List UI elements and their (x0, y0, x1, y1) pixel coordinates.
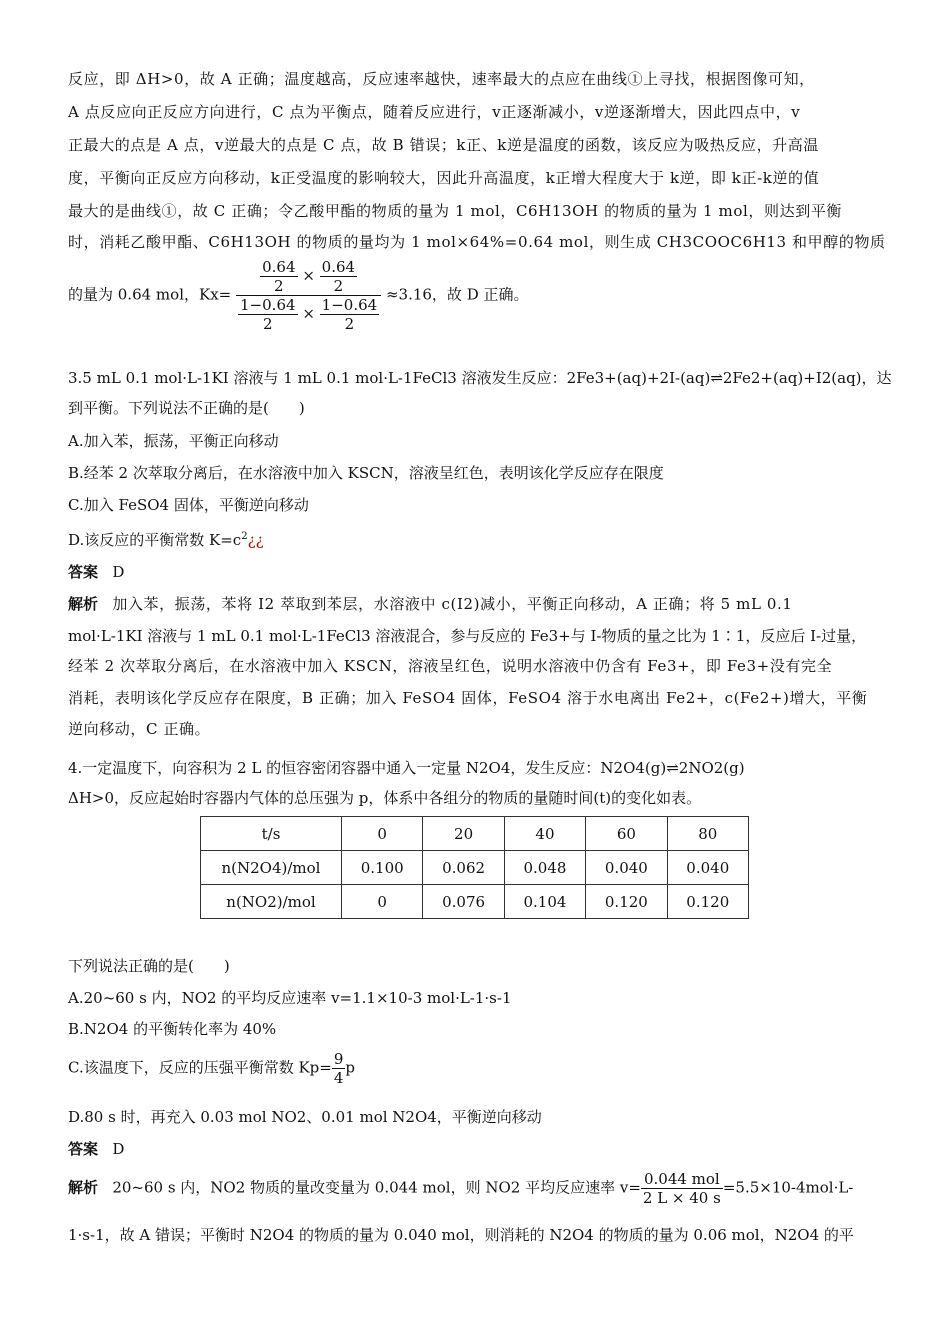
table-header-cell: 40 (504, 817, 585, 851)
table-cell: 0.040 (586, 851, 667, 885)
q4-option-d: D.80 s 时，再充入 0.03 mol NO2、0.01 mol N2O4，平衡逆向移动 (68, 1108, 542, 1126)
q4-ask: 下列说法正确的是( ) (68, 957, 230, 975)
q3-answer (68, 561, 890, 583)
table-row (201, 851, 749, 885)
fraction (260, 258, 297, 295)
q4-stem: ΔH>0，反应起始时容器内气体的总压强为 p，体系中各组分的物质的量随时间(t)的变化如表。 (68, 789, 702, 807)
fraction (332, 1050, 346, 1087)
table-header-cell: t/s (201, 817, 342, 851)
table-row (201, 885, 749, 919)
table-cell: n(NO2)/mol (201, 885, 342, 919)
fraction-num: 0.64 (321, 258, 356, 276)
table-cell: 0.062 (423, 851, 504, 885)
kx-result: ≈3.16，故 D 正确。 (385, 285, 529, 304)
prev-explanation-line: A 点反应向正反应方向进行，C 点为平衡点，随着反应进行，v正逐渐减小，v逆逐渐增大，因此四点中，v (68, 103, 801, 121)
prev-explanation-line: 最大的是曲线①，故 C 正确；令乙酸甲酯的物质的量为 1 mol，C6H13OH 的物质的量为 1 mol，则达到平衡 (68, 202, 843, 220)
explanation-label: 解析 (68, 595, 99, 613)
answer-label: 答案 (68, 1140, 99, 1158)
q4-stem: 4.一定温度下，向容积为 2 L 的恒容密闭容器中通入一定量 N2O4，发生反应：N2O4(g)⇌2NO2(g) (68, 759, 745, 777)
explanation-label: 解析 (68, 1178, 99, 1197)
fraction-num: 9 (333, 1050, 344, 1068)
fraction (641, 1170, 723, 1207)
fraction-num: 0.64 (262, 258, 296, 276)
q3-option-c: C.加入 FeSO4 固体，平衡逆向移动 (68, 496, 309, 514)
q4-option-c (68, 1050, 890, 1087)
table-cell: 0.104 (504, 885, 585, 919)
answer-value: D (112, 1140, 125, 1158)
table-header-row (201, 817, 749, 851)
explanation-text: =5.5×10-4mol·L- (722, 1178, 854, 1197)
kx-prefix: 的量为 0.64 mol，Kx= (68, 285, 232, 304)
data-table (200, 816, 749, 919)
table-header-cell: 60 (586, 817, 667, 851)
fraction-den: 4 (333, 1069, 344, 1087)
q4-answer (68, 1138, 890, 1160)
superscript: 2 (241, 531, 248, 542)
garbled-text: ¿¿ (247, 531, 264, 549)
prev-explanation-line: 时，消耗乙酸甲酯、C6H13OH 的物质的量均为 1 mol×64%=0.64 mol，则生成 CH3COOC6H13 和甲醇的物质 (68, 233, 886, 251)
q3-option-b: B.经苯 2 次萃取分离后，在水溶液中加入 KSCN，溶液呈红色，表明该化学反应存在限度 (68, 464, 664, 482)
prev-explanation-line: 正最大的点是 A 点，v逆最大的点是 C 点，故 B 错误；k正、k逆是温度的函数，该反应为吸热反应，升高温 (68, 136, 819, 154)
q4-explanation (68, 1170, 890, 1207)
q3-stem: 到平衡。下列说法不正确的是( ) (68, 399, 305, 417)
fraction-num: 1−0.64 (321, 296, 378, 314)
option-text: D.该反应的平衡常数 K=c (68, 531, 242, 549)
kx-denominator (236, 296, 381, 333)
q3-option-a: A.加入苯，振荡，平衡正向移动 (68, 432, 279, 450)
q4-option-a: A.20~60 s 内，NO2 的平均反应速率 v=1.1×10-3 mol·L-1·s-1 (68, 989, 512, 1007)
fraction-num: 1−0.64 (240, 296, 296, 314)
table-cell: 0 (342, 885, 423, 919)
answer-label: 答案 (68, 563, 99, 581)
q3-explanation-line: 消耗，表明该化学反应存在限度，B 正确；加入 FeSO4 固体，FeSO4 溶于水电离出 Fe2+，c(Fe2+)增大，平衡 (68, 689, 868, 707)
fraction-den: 2 (274, 277, 284, 295)
answer-value: D (112, 563, 125, 581)
table-cell: 0.040 (667, 851, 748, 885)
option-text: p (345, 1058, 356, 1077)
times-sign: × (302, 304, 315, 323)
table-cell: 0.120 (667, 885, 748, 919)
explanation-text: 20~60 s 内，NO2 物质的量改变量为 0.044 mol，则 NO2 平均反应速率 v= (112, 1178, 641, 1197)
fraction (320, 258, 357, 295)
kx-main-fraction (236, 258, 381, 333)
q4-explanation-line: 1·s-1，故 A 错误；平衡时 N2O4 的物质的量为 0.040 mol，则消耗的 N2O4 的物质的量为 0.06 mol，N2O4 的平 (68, 1226, 854, 1244)
q3-option-d (68, 526, 890, 551)
q3-explanation-line: mol·L-1KI 溶液与 1 mL 0.1 mol·L-1FeCl3 溶液混合，参与反应的 Fe3+与 I-物质的量之比为 1∶1，反应后 I-过量， (68, 627, 867, 645)
prev-explanation-line: 反应，即 ΔH>0，故 A 正确；温度越高，反应速率越快，速率最大的点应在曲线①上寻找，根据图像可知， (68, 70, 815, 88)
table-cell: 0.120 (586, 885, 667, 919)
fraction (238, 296, 298, 333)
explanation-text: 加入苯，振荡，苯将 I2 萃取到苯层，水溶液中 c(I2)减小，平衡正向移动，A 正确；将 5 mL 0.1 (112, 595, 793, 613)
kx-numerator (236, 258, 381, 296)
fraction-num: 0.044 mol (641, 1170, 723, 1189)
fraction-den: 2 (344, 315, 355, 333)
table-header-cell: 0 (342, 817, 423, 851)
q3-explanation-line: 逆向移动，C 正确。 (68, 720, 211, 738)
fraction-den: 2 L × 40 s (642, 1189, 721, 1207)
q3-stem: 3.5 mL 0.1 mol·L-1KI 溶液与 1 mL 0.1 mol·L-1FeCl3 溶液发生反应：2Fe3+(aq)+2I-(aq)⇌2Fe2+(aq)+I2(aq)，达 (68, 369, 892, 387)
fraction (320, 296, 380, 333)
kx-formula (68, 258, 890, 333)
q3-explanation-line: 经苯 2 次萃取分离后，在水溶液中加入 KSCN，溶液呈红色，说明水溶液中仍含有 Fe3+，即 Fe3+没有完全 (68, 657, 833, 675)
table-cell: 0.076 (423, 885, 504, 919)
prev-explanation-line: 度，平衡向正反应方向移动，k正受温度的影响较大，因此升高温度，k正增大程度大于 k逆，即 k正-k逆的值 (68, 169, 820, 187)
q3-explanation (68, 593, 890, 615)
table-cell: 0.100 (342, 851, 423, 885)
table-header-cell: 20 (423, 817, 504, 851)
option-text: C.该温度下，反应的压强平衡常数 Kp= (68, 1058, 332, 1077)
fraction-den: 2 (333, 277, 344, 295)
fraction-den: 2 (263, 315, 273, 333)
table-cell: n(N2O4)/mol (201, 851, 342, 885)
q4-option-b: B.N2O4 的平衡转化率为 40% (68, 1020, 277, 1038)
table-header-cell: 80 (667, 817, 748, 851)
times-sign: × (302, 266, 315, 285)
table-cell: 0.048 (504, 851, 585, 885)
